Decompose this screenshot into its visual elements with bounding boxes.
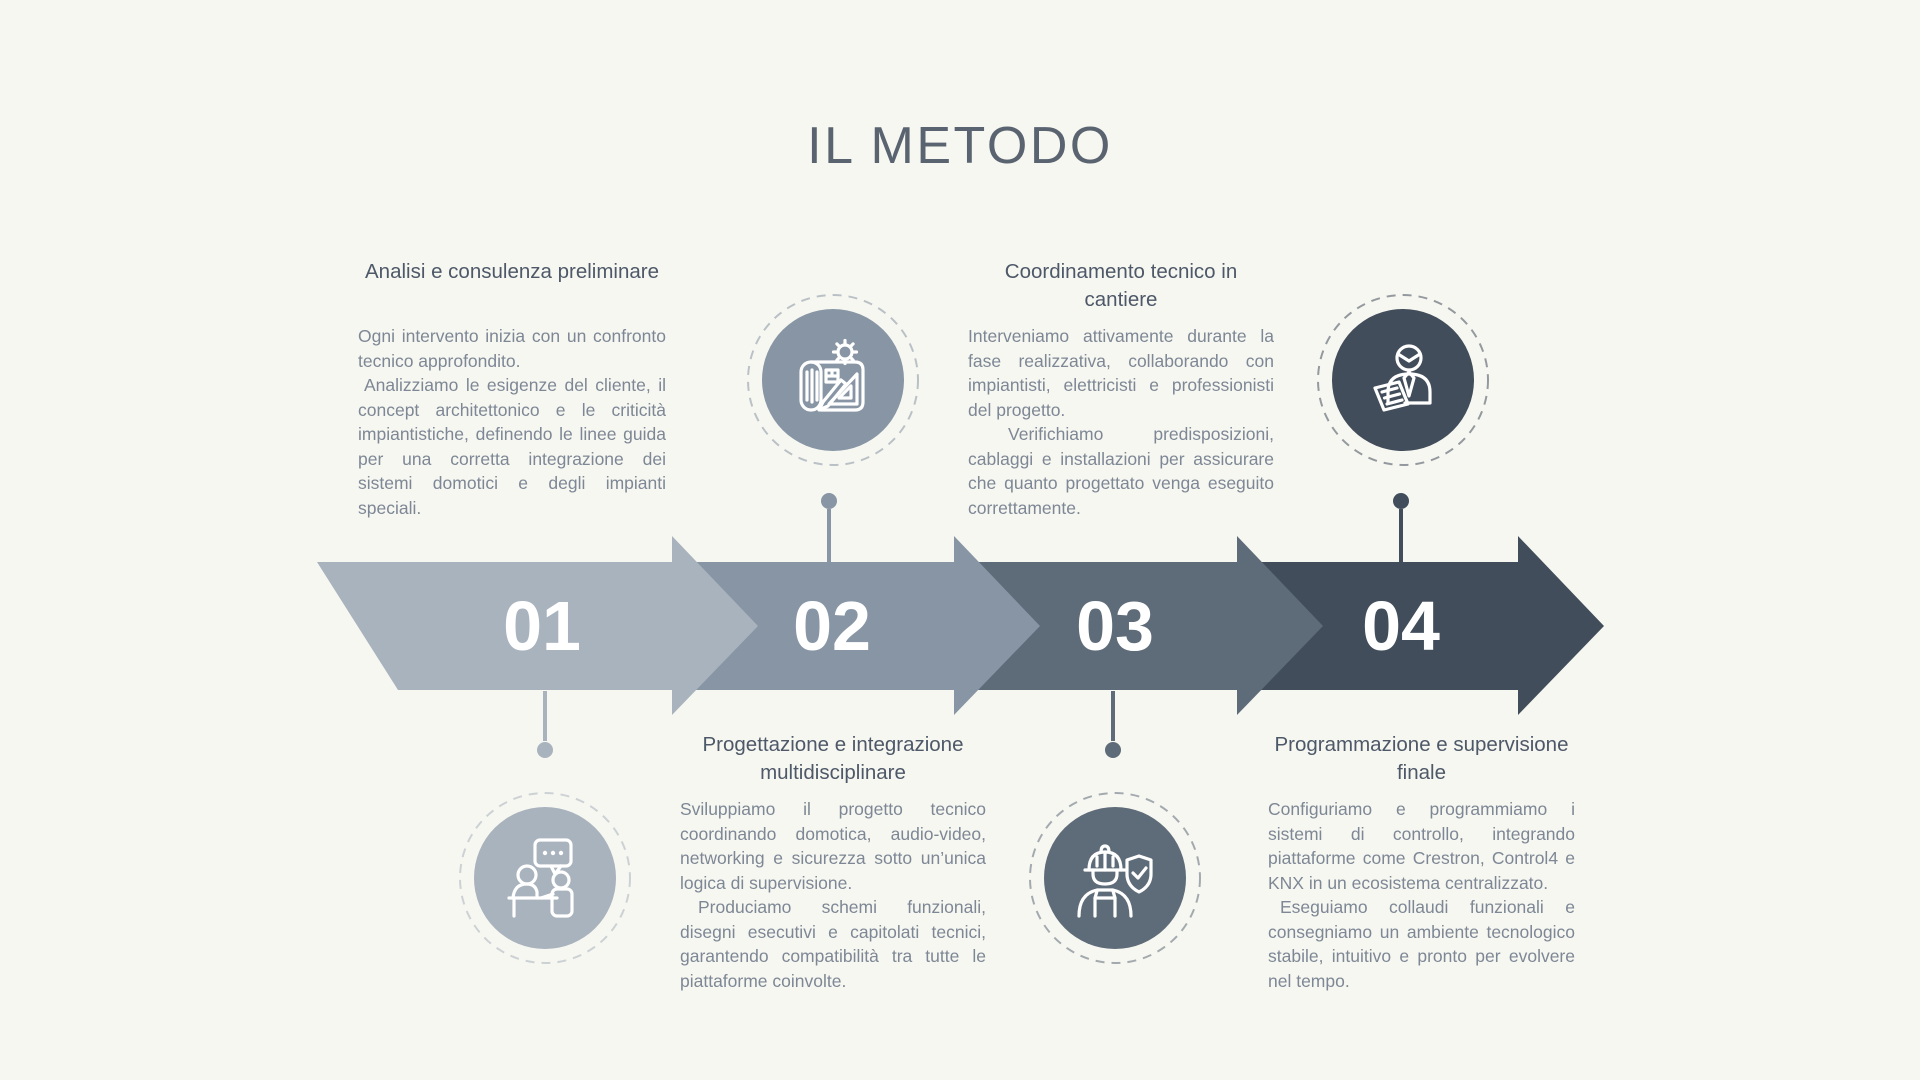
step-1-body-paragraph-1: Ogni intervento inizia con un confronto tecnico approfondito.: [358, 326, 666, 371]
step-badge-2: [738, 285, 928, 475]
step-2-body-paragraph-1: Sviluppiamo il progetto tecnico coordinando domotica, audio-video, networking e sicurezza sotto un’unica logica di supervisione.: [680, 799, 986, 893]
step-number-4: 04: [1362, 587, 1440, 665]
connector-dot-step-1: [537, 742, 553, 758]
step-badge-3: [1020, 783, 1210, 973]
step-3-body-paragraph-2: Verifichiamo predisposizioni, cablaggi e installazioni per assicurare che quanto progettato venga eseguito correttamente.: [968, 424, 1274, 518]
connector-dot-step-2: [821, 493, 837, 509]
step-4-heading: Programmazione e supervisione finale: [1274, 733, 1569, 784]
step-2-heading: Progettazione e integrazione multidisciplinare: [702, 733, 964, 784]
badge-circle: [474, 807, 616, 949]
step-1-body-paragraph-2: Analizziamo le esigenze del cliente, il concept architettonico e le criticità impiantistiche, definendo le linee guida per una corretta integrazione dei sistemi domotici e degli impianti speciali.: [358, 375, 666, 518]
step-number-2: 02: [793, 587, 871, 665]
step-4-body-paragraph-1: Configuriamo e programmiamo i sistemi di controllo, integrando piattaforme come Crestron, Control4 e KNX in un ecosistema centralizzato.: [1268, 799, 1575, 893]
badge-circle: [762, 309, 904, 451]
step-number-3: 03: [1076, 587, 1154, 665]
step-3-text-block: [968, 258, 1274, 520]
connector-dot-step-4: [1393, 493, 1409, 509]
step-1-heading: Analisi e consulenza preliminare: [365, 260, 659, 283]
connector-dot-step-3: [1105, 742, 1121, 758]
page-title: IL METODO: [807, 117, 1113, 175]
step-badge-4: [1308, 285, 1498, 475]
step-4-text-block: [1268, 731, 1575, 993]
step-3-heading: Coordinamento tecnico in cantiere: [1004, 260, 1238, 311]
step-2-body-paragraph-2: Produciamo schemi funzionali, disegni esecutivi e capitolati tecnici, garantendo compatibilità tra tutte le piattaforme coinvolte.: [680, 897, 986, 991]
step-number-1: 01: [503, 587, 581, 665]
step-3-body-paragraph-1: Interveniamo attivamente durante la fase realizzativa, collaborando con impiantisti, elettricisti e professionisti del progetto.: [968, 326, 1274, 420]
step-2-text-block: [680, 731, 986, 993]
step-badge-1: [450, 783, 640, 973]
step-1-text-block: [358, 258, 666, 520]
step-4-body-paragraph-2: Eseguiamo collaudi funzionali e consegniamo un ambiente tecnologico stabile, intuitivo e pronto per evolvere nel tempo.: [1268, 897, 1575, 991]
